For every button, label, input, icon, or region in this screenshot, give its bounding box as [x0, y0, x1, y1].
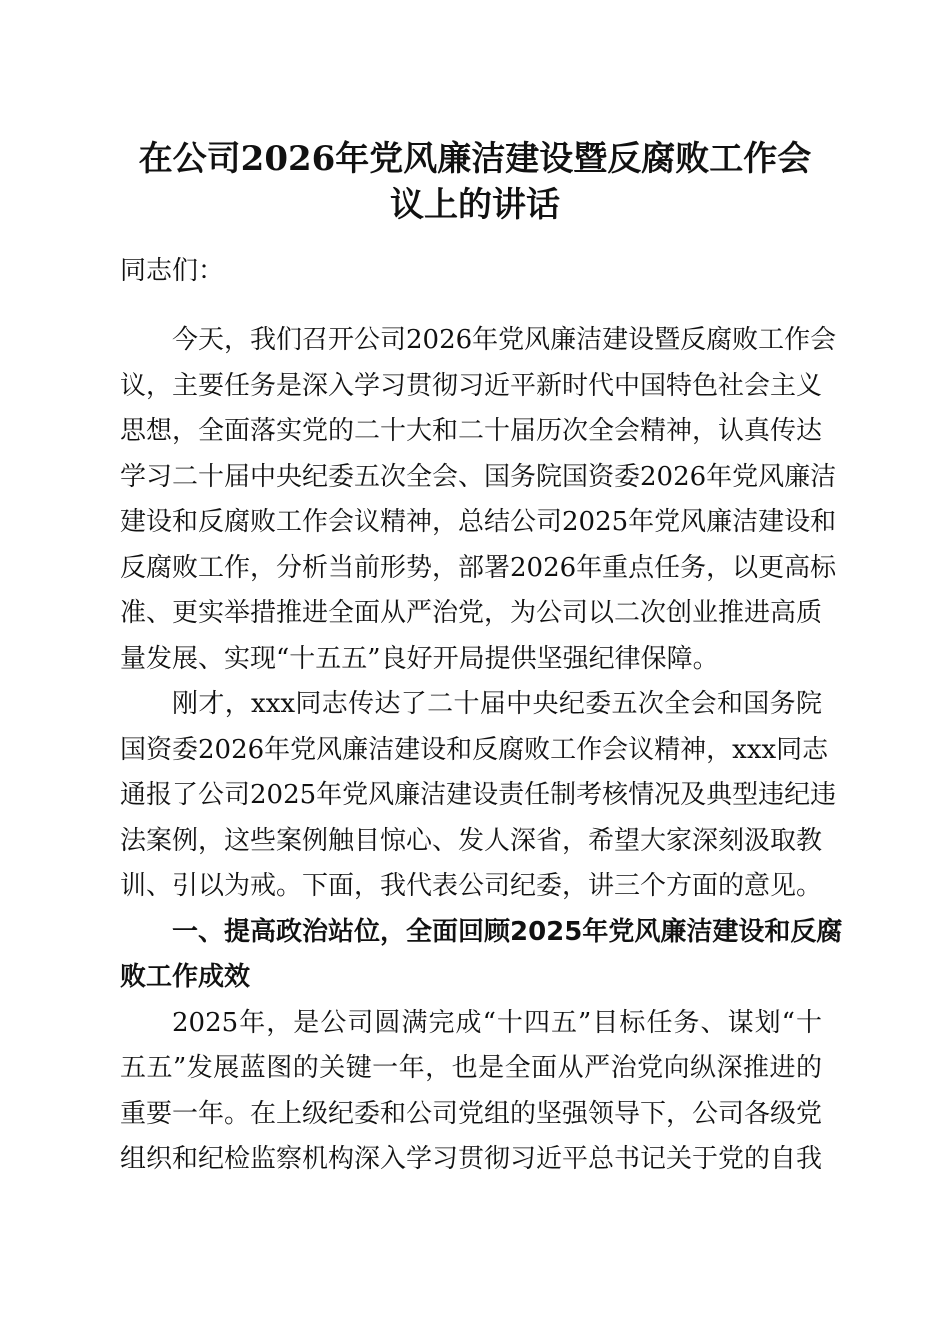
text-line: 议，主要任务是深入学习贯彻习近平新时代中国特色社会主义 — [120, 370, 823, 401]
text-line: 建设和反腐败工作会议精神，总结公司2025年党风廉洁建设和 — [120, 507, 837, 537]
greeting: 同志们： — [120, 256, 225, 286]
text-line: 准、更实举措推进全面从严治党，为公司以二次创业推进高质 — [120, 598, 823, 628]
text-line: 2025年，是公司圆满完成“十四五”目标任务、谋划“十 — [172, 1007, 822, 1038]
text-line: 败工作成效 — [120, 962, 251, 992]
title-line: 议上的讲话 — [390, 185, 560, 225]
text-line: 量发展、实现“十五五”良好开局提供坚强纪律保障。 — [120, 643, 719, 674]
section-heading — [120, 910, 843, 1001]
document-title — [120, 136, 830, 228]
document-body — [120, 318, 843, 1183]
text-line: 重要一年。在上级纪委和公司党组的坚强领导下，公司各级党 — [120, 1098, 823, 1129]
text-line: 今天，我们召开公司2026年党风廉洁建设暨反腐败工作会 — [172, 325, 837, 355]
text-line: 组织和纪检监察机构深入学习贯彻习近平总书记关于党的自我 — [120, 1144, 823, 1174]
text-line: 国资委2026年党风廉洁建设和反腐败工作会议精神，xxx同志 — [120, 734, 829, 765]
text-line: 法案例，这些案例触目惊心、发人深省，希望大家深刻汲取教 — [120, 825, 823, 856]
text-line: 五五”发展蓝图的关键一年，也是全面从严治党向纵深推进的 — [120, 1053, 822, 1083]
title-line: 在公司2026年党风廉洁建设暨反腐败工作会 — [138, 139, 812, 179]
text-line: 训、引以为戒。下面，我代表公司纪委，讲三个方面的意见。 — [120, 871, 823, 901]
text-line: 一、提高政治站位，全面回顾2025年党风廉洁建设和反腐 — [172, 916, 843, 947]
paragraph — [120, 682, 837, 910]
text-line: 反腐败工作，分析当前形势，部署2026年重点任务，以更高标 — [120, 552, 837, 583]
text-line: 刚才，xxx同志传达了二十届中央纪委五次全会和国务院 — [172, 689, 822, 719]
text-line: 通报了公司2025年党风廉洁建设责任制考核情况及典型违纪违 — [120, 780, 837, 810]
text-line: 思想，全面落实党的二十大和二十届历次全会精神，认真传达 — [120, 416, 823, 446]
paragraph — [120, 318, 837, 682]
paragraph — [120, 1001, 822, 1183]
text-line: 学习二十届中央纪委五次全会、国务院国资委2026年党风廉洁 — [120, 461, 837, 492]
